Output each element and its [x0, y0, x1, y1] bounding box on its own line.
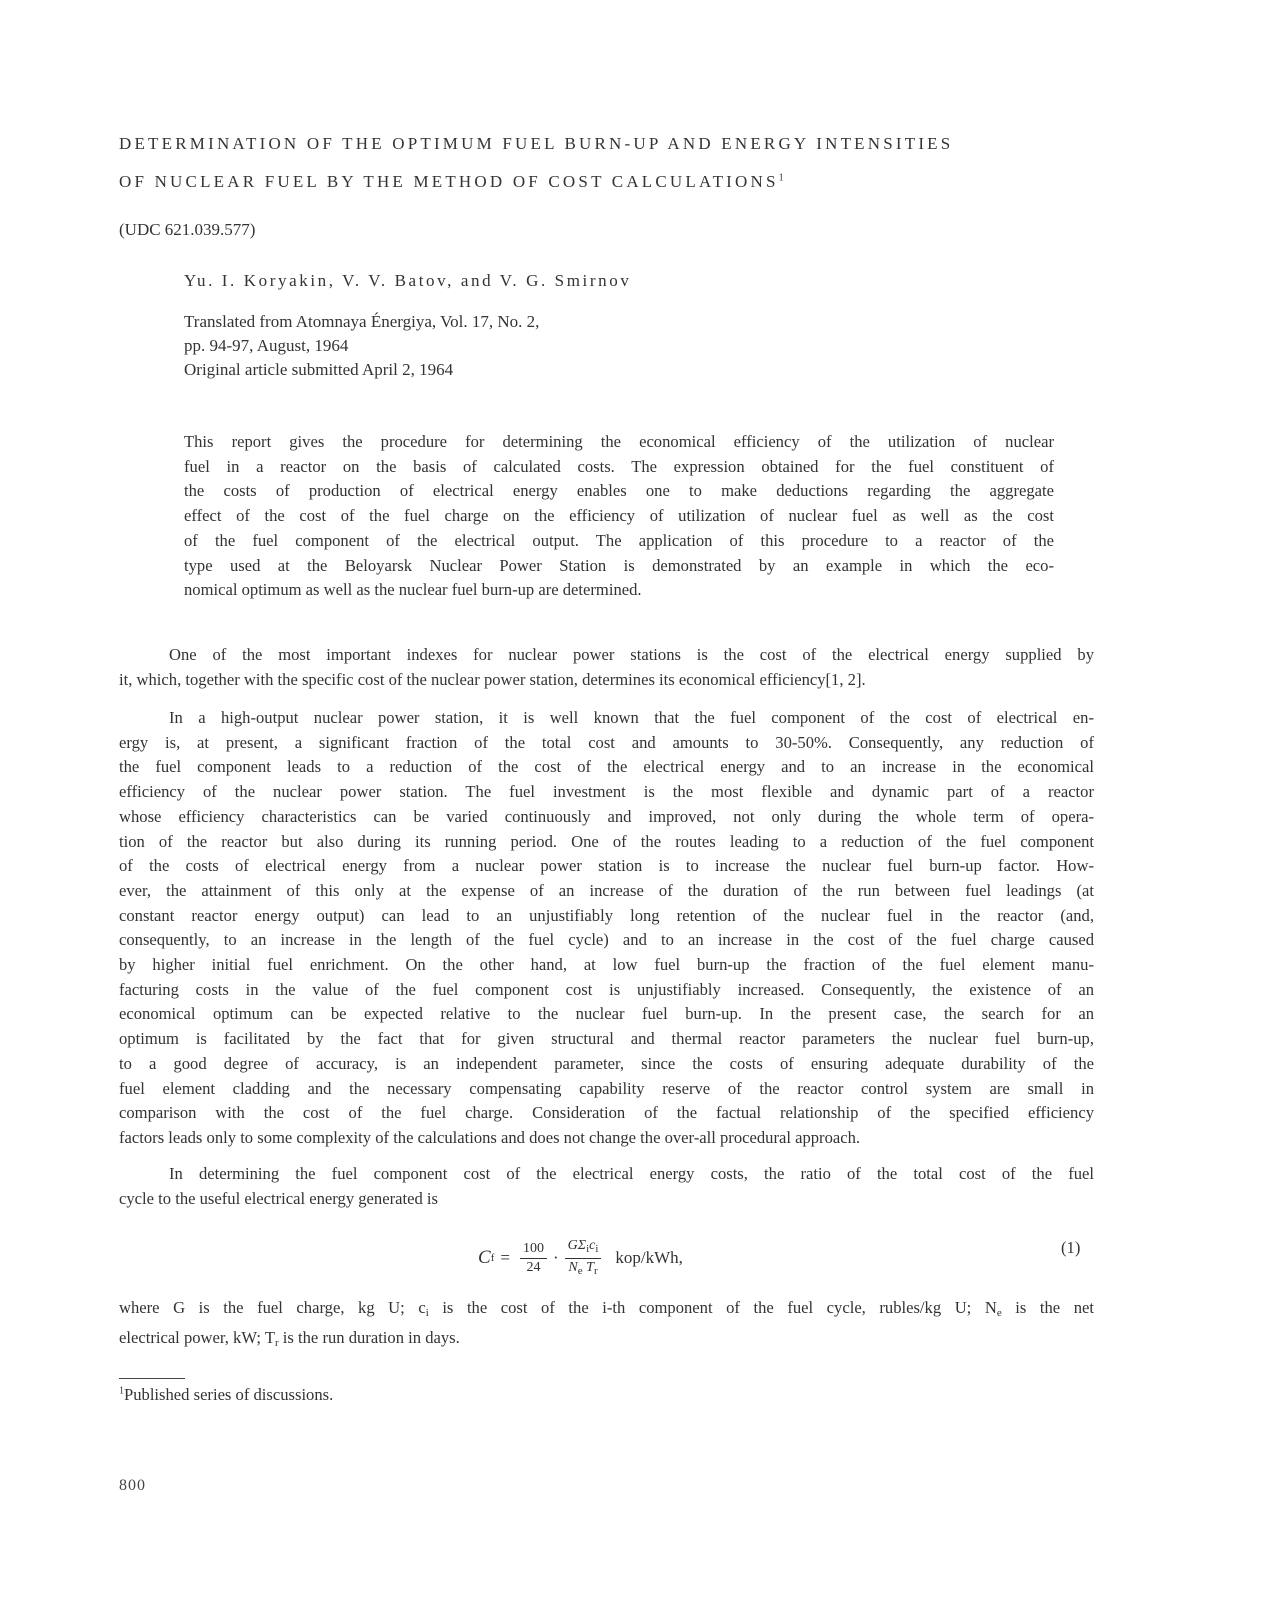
fraction-cost-over-energy [565, 1238, 602, 1279]
paragraph-line: of the costs of electrical energy from a nuclear power station is to increase the nuclear fuel burn-up factor. How- [119, 856, 1094, 876]
fraction-numerator: $G\Sigma_ic_i$ [565, 1238, 602, 1259]
paragraph-line: optimum is facilitated by the fact that for given structural and thermal reactor parameters the nuclear fuel burn-up, [119, 1029, 1094, 1049]
fraction-100-over-24 [520, 1241, 547, 1276]
equation-number: (1) [1061, 1238, 1081, 1257]
paragraph-line: One of the most important indexes for nuclear power stations is the cost of the electrical energy supplied by [169, 645, 1094, 664]
equation-lhs: C [478, 1247, 491, 1268]
equation-unit: kop/kWh, [615, 1248, 683, 1267]
paragraph-line: to a good degree of accuracy, is an independent parameter, since the costs of ensuring adequate durability of the [119, 1053, 1094, 1073]
authors: Yu. I. Koryakin, V. V. Batov, and V. G. Smirnov [184, 271, 632, 290]
paragraph-line: ever, the attainment of this only at the expense of an increase of the duration of the run between fuel leadings (at [119, 880, 1094, 900]
paragraph-line: economical optimum can be expected relative to the nuclear fuel burn-up. In the present case, the search for an [119, 1004, 1094, 1024]
paragraph-line: ergy is, at present, a significant fraction of the total cost and amounts to 30-50%. Consequently, any reduction of [119, 732, 1094, 752]
translation-info [184, 310, 539, 382]
abstract-line: effect of the cost of the fuel charge on the efficiency of utilization of nuclear fuel as well as the cost [184, 506, 1054, 526]
paragraph-line: it, which, together with the specific cost of the nuclear power station, determines its economical efficiency[1, 2]. [119, 669, 866, 689]
paragraph-line: In determining the fuel component cost of the electrical energy costs, the ratio of the total cost of the fuel [169, 1164, 1094, 1183]
abstract-line: type used at the Beloyarsk Nuclear Power Station is demonstrated by an example in which the eco- [184, 555, 1054, 575]
paragraph-line: tion of the reactor but also during its running period. One of the routes leading to a reduction of the fuel component [119, 831, 1094, 851]
abstract [184, 430, 1054, 603]
abstract-line: of the fuel component of the electrical output. The application of this procedure to a reactor of the [184, 530, 1054, 550]
udc-code: (UDC 621.039.577) [119, 220, 256, 239]
abstract-line: This report gives the procedure for determining the economical efficiency of the utilization of nuclear [184, 432, 1054, 451]
paragraph-3 [119, 1162, 1094, 1211]
abstract-line: nomical optimum as well as the nuclear fuel burn-up are determined. [184, 580, 642, 600]
paragraph-line: In a high-output nuclear power station, it is well known that the fuel component of the cost of electrical en- [169, 708, 1094, 727]
fraction-denominator: 24 [526, 1259, 541, 1275]
translation-info-line: pp. 94-97, August, 1964 [184, 336, 349, 355]
paragraph-line: by higher initial fuel enrichment. On the other hand, at low fuel burn-up the fraction of the fuel element manu- [119, 955, 1094, 975]
footnote-rule [119, 1378, 185, 1379]
paragraph-line: where G is the fuel charge, kg U; $c_i$ is the cost of the i-th component of the fuel cycle, rubles/kg U; $N_e$ is the net [119, 1298, 1094, 1319]
paragraph-line: factors leads only to some complexity of the calculations and does not change the over-all procedural approach. [119, 1127, 861, 1147]
paragraph-2 [119, 706, 1094, 1151]
equation-equals: = [500, 1248, 510, 1267]
paragraph-line: efficiency of the nuclear power station. The fuel investment is the most flexible and dynamic part of a reactor [119, 782, 1094, 802]
paragraph-line: cycle to the useful electrical energy generated is [119, 1188, 438, 1208]
paragraph-line: fuel element cladding and the necessary compensating capability reserve of the reactor control system are small in [119, 1078, 1094, 1098]
translation-info-line: Translated from Atomnaya Énergiya, Vol. 17, No. 2, [184, 312, 540, 331]
paragraph-line: constant reactor energy output) can lead to an unjustifiably long retention of the nuclear fuel in the reactor (and, [119, 905, 1094, 925]
abstract-line: fuel in a reactor on the basis of calculated costs. The expression obtained for the fuel constituent of [184, 456, 1054, 476]
paragraph-line: comparison with the cost of the fuel charge. Consideration of the factual relationship of the specified efficiency [119, 1103, 1094, 1123]
equation-1 [478, 1236, 683, 1280]
fraction-denominator: $N_e$ $T_r$ [568, 1259, 598, 1277]
paragraph-line: whose efficiency characteristics can be varied continuously and improved, not only during the whole term of opera- [119, 806, 1094, 826]
footnote [119, 1385, 333, 1405]
paragraph-line: facturing costs in the value of the fuel component cost is unjustifiably increased. Consequently, the existence of an [119, 979, 1094, 999]
page-number: 800 [119, 1477, 146, 1494]
footnote-text: Published series of discussions. [124, 1385, 334, 1404]
paragraph-line: the fuel component leads to a reduction of the cost of the electrical energy and to an increase in the economical [119, 757, 1094, 777]
paragraph-line: electrical power, kW; $T_r$ is the run duration in days. [119, 1327, 460, 1349]
multiplication-dot: · [552, 1248, 559, 1267]
paragraph-4 [119, 1296, 1094, 1355]
article-title-line-2: OF NUCLEAR FUEL BY THE METHOD OF COST CALCULATIONS$^1$ [119, 172, 784, 191]
paragraph-1 [119, 643, 1094, 692]
translation-info-line: Original article submitted April 2, 1964 [184, 360, 454, 379]
abstract-line: the costs of production of electrical energy enables one to make deductions regarding the aggregate [184, 481, 1054, 501]
fraction-numerator: 100 [520, 1241, 547, 1259]
footnote-mark: 1 [119, 1385, 124, 1397]
paragraph-line: consequently, to an increase in the length of the fuel cycle) and to an increase in the cost of the fuel charge caused [119, 930, 1094, 950]
article-title-line-1: DETERMINATION OF THE OPTIMUM FUEL BURN-UP AND ENERGY INTENSITIES [119, 134, 954, 153]
title-footnote-mark: 1 [778, 172, 784, 184]
equation-lhs-subscript: f [490, 1252, 495, 1264]
